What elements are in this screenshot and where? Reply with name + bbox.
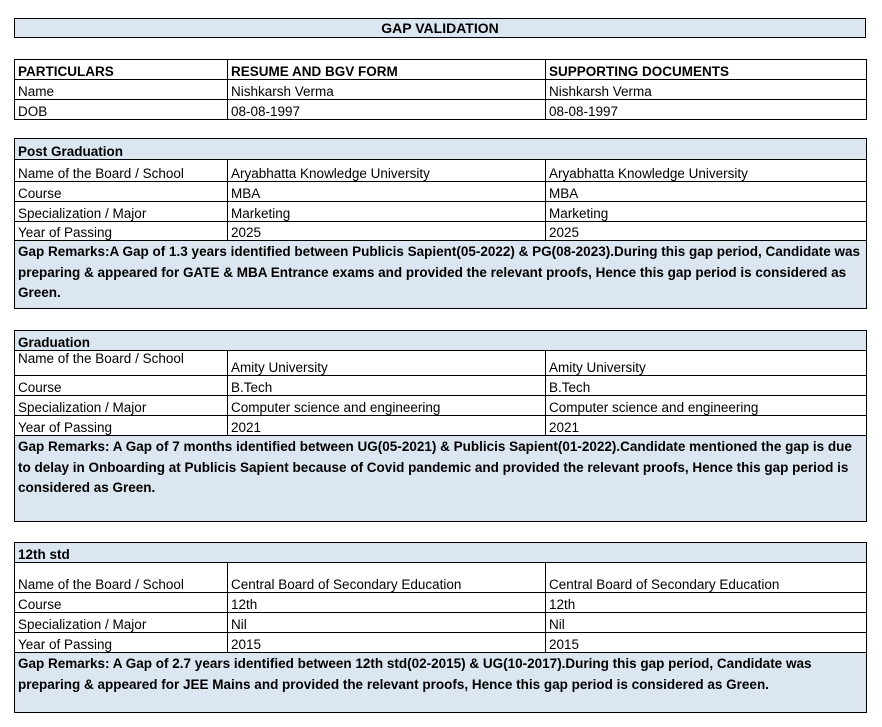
row-resume-value: Nil <box>228 613 546 633</box>
table-row <box>15 182 867 202</box>
gap-remarks: Gap Remarks:A Gap of 1.3 years identified between Publicis Sapient(05-2022) & PG(08-2023).During this gap period, Candidate was preparing & appeared for GATE & MBA Entrance exams and provided the relevant proofs, Hence this gap period is considered as Green. <box>15 241 867 309</box>
row-docs-value: 2015 <box>546 633 867 653</box>
row-docs-value: B.Tech <box>546 376 867 396</box>
row-label: Name of the Board / School <box>15 563 228 593</box>
row-label: Course <box>15 593 228 613</box>
gap-remarks: Gap Remarks: A Gap of 7 months identified between UG(05-2021) & Publicis Sapient(01-2022).Candidate mentioned the gap is due to delay in Onboarding at Publicis Sapient because of Covid pandemic and provided the relevant proofs, Hence this gap period is considered as Green. <box>15 436 867 522</box>
row-resume-value: MBA <box>228 182 546 202</box>
row-docs-value: 12th <box>546 593 867 613</box>
row-resume-value: 12th <box>228 593 546 613</box>
row-docs-value: Marketing <box>546 202 867 222</box>
twelfth-std-table <box>14 542 867 713</box>
row-label: Name of the Board / School <box>15 160 228 182</box>
section-title: Post Graduation <box>15 139 867 160</box>
table-row <box>15 633 867 653</box>
row-label: Name <box>15 80 228 100</box>
table-row <box>15 563 867 593</box>
header-particulars: PARTICULARS <box>15 60 228 80</box>
row-label: Specialization / Major <box>15 202 228 222</box>
row-resume-value: Amity University <box>228 351 546 376</box>
table-row <box>15 222 867 241</box>
row-docs-value: Central Board of Secondary Education <box>546 563 867 593</box>
row-resume-value: Central Board of Secondary Education <box>228 563 546 593</box>
table-row <box>15 351 867 376</box>
row-resume-value: Aryabhatta Knowledge University <box>228 160 546 182</box>
table-row <box>15 100 867 120</box>
page-title: GAP VALIDATION <box>14 18 866 38</box>
row-resume-value: Marketing <box>228 202 546 222</box>
post-graduation-table <box>14 138 867 309</box>
section-header-row <box>15 331 867 351</box>
remarks-row <box>15 241 867 309</box>
row-resume-value: 2021 <box>228 416 546 436</box>
header-documents: SUPPORTING DOCUMENTS <box>546 60 867 80</box>
section-header-row <box>15 543 867 563</box>
row-label: Year of Passing <box>15 222 228 241</box>
table-row <box>15 613 867 633</box>
row-resume-value: Computer science and engineering <box>228 396 546 416</box>
row-label: Specialization / Major <box>15 396 228 416</box>
row-docs-value: 2021 <box>546 416 867 436</box>
row-docs-value: 2025 <box>546 222 867 241</box>
row-docs-value: Computer science and engineering <box>546 396 867 416</box>
row-docs-value: MBA <box>546 182 867 202</box>
row-docs-value: Amity University <box>546 351 867 376</box>
row-label: Course <box>15 376 228 396</box>
row-label: Year of Passing <box>15 633 228 653</box>
row-docs-value: Nishkarsh Verma <box>546 80 867 100</box>
section-header-row <box>15 139 867 160</box>
table-row <box>15 160 867 182</box>
header-resume: RESUME AND BGV FORM <box>228 60 546 80</box>
table-row <box>15 396 867 416</box>
row-docs-value: Aryabhatta Knowledge University <box>546 160 867 182</box>
table-row <box>15 416 867 436</box>
table-row <box>15 376 867 396</box>
remarks-row <box>15 653 867 713</box>
table-row <box>15 202 867 222</box>
row-label: Specialization / Major <box>15 613 228 633</box>
row-resume-value: 08-08-1997 <box>228 100 546 120</box>
row-resume-value: Nishkarsh Verma <box>228 80 546 100</box>
row-label: Name of the Board / School <box>15 351 228 376</box>
row-docs-value: Nil <box>546 613 867 633</box>
row-resume-value: 2015 <box>228 633 546 653</box>
gap-remarks: Gap Remarks: A Gap of 2.7 years identified between 12th std(02-2015) & UG(10-2017).During this gap period, Candidate was preparing & appeared for JEE Mains and provided the relevant proofs, Hence this gap period is considered as Green. <box>15 653 867 713</box>
table-row <box>15 80 867 100</box>
table-row <box>15 593 867 613</box>
graduation-table <box>14 330 867 522</box>
personal-table <box>14 59 867 120</box>
row-label: DOB <box>15 100 228 120</box>
row-label: Year of Passing <box>15 416 228 436</box>
row-resume-value: B.Tech <box>228 376 546 396</box>
section-title: Graduation <box>15 331 867 351</box>
row-docs-value: 08-08-1997 <box>546 100 867 120</box>
row-resume-value: 2025 <box>228 222 546 241</box>
section-title: 12th std <box>15 543 867 563</box>
remarks-row <box>15 436 867 522</box>
header-row <box>15 60 867 80</box>
row-label: Course <box>15 182 228 202</box>
